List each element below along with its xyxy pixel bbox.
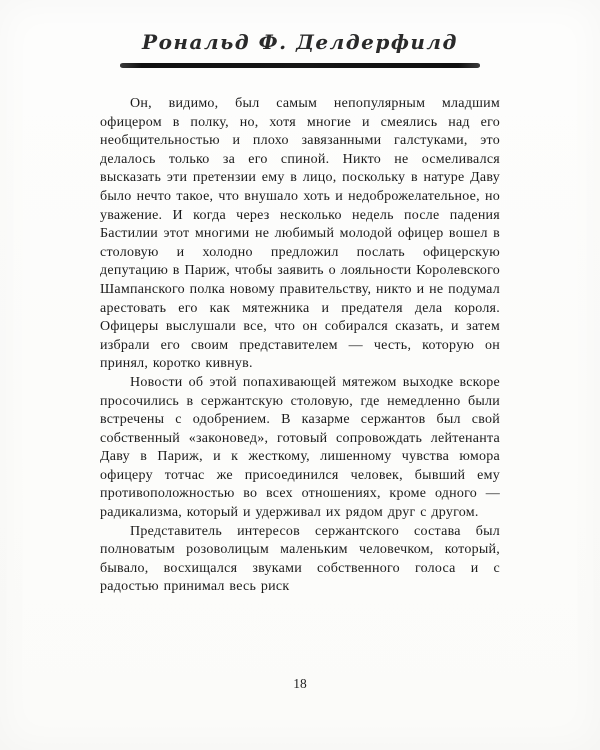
running-head-author: Рональд Ф. Делдерфилд: [142, 30, 458, 54]
header-rule: [120, 63, 480, 68]
paragraph-1: Он, видимо, был самым непопулярным младшим офицером в полку, но, хотя многие и смеялись над его необщительностью и плохо завязанными галстуками, это делалось только за его спиной. Никто не осмеливался высказать эти претензии ему в лицо, поскольку в натуре Даву было нечто такое, что внушало хоть и недоброжелательное, но уважение. И когда через несколько недель после падения Бастилии этот многими не любимый молодой офицер вошел в столовую и холодно предложил послать офицерскую депутацию в Париж, чтобы заявить о лояльности Королевского Шампанского полка новому правительству, никто и не подумал арестовать его как мятежника и предателя дела короля. Офицеры выслушали все, что он собирался сказать, и затем избрали его своим представителем — честь, которую он принял, коротко кивнув.: [100, 96, 500, 372]
paragraph-2: Новости об этой попахивающей мятежом выходке вскоре просочились в сержантскую столовую, где немедленно были встречены с одобрением. В казарме сержантов был свой собственный «законовед», готовый сопровождать лейтенанта Даву в Париж, и к жесткому, лишенному чувства юмора офицеру тотчас же присоединился человек, бывший ему противоположностью во всех отношениях, кроме одного — радикализма, который и удерживал их рядом друг с другом.: [100, 374, 500, 521]
paragraph-3: Представитель интересов сержантского состава был полноватым розоволицым маленьким человечком, который, бывало, восхищался звуками собственного голоса и с радостью принимал весь риск: [100, 523, 500, 595]
text-block: [100, 95, 500, 597]
page-number: 18: [293, 676, 307, 691]
